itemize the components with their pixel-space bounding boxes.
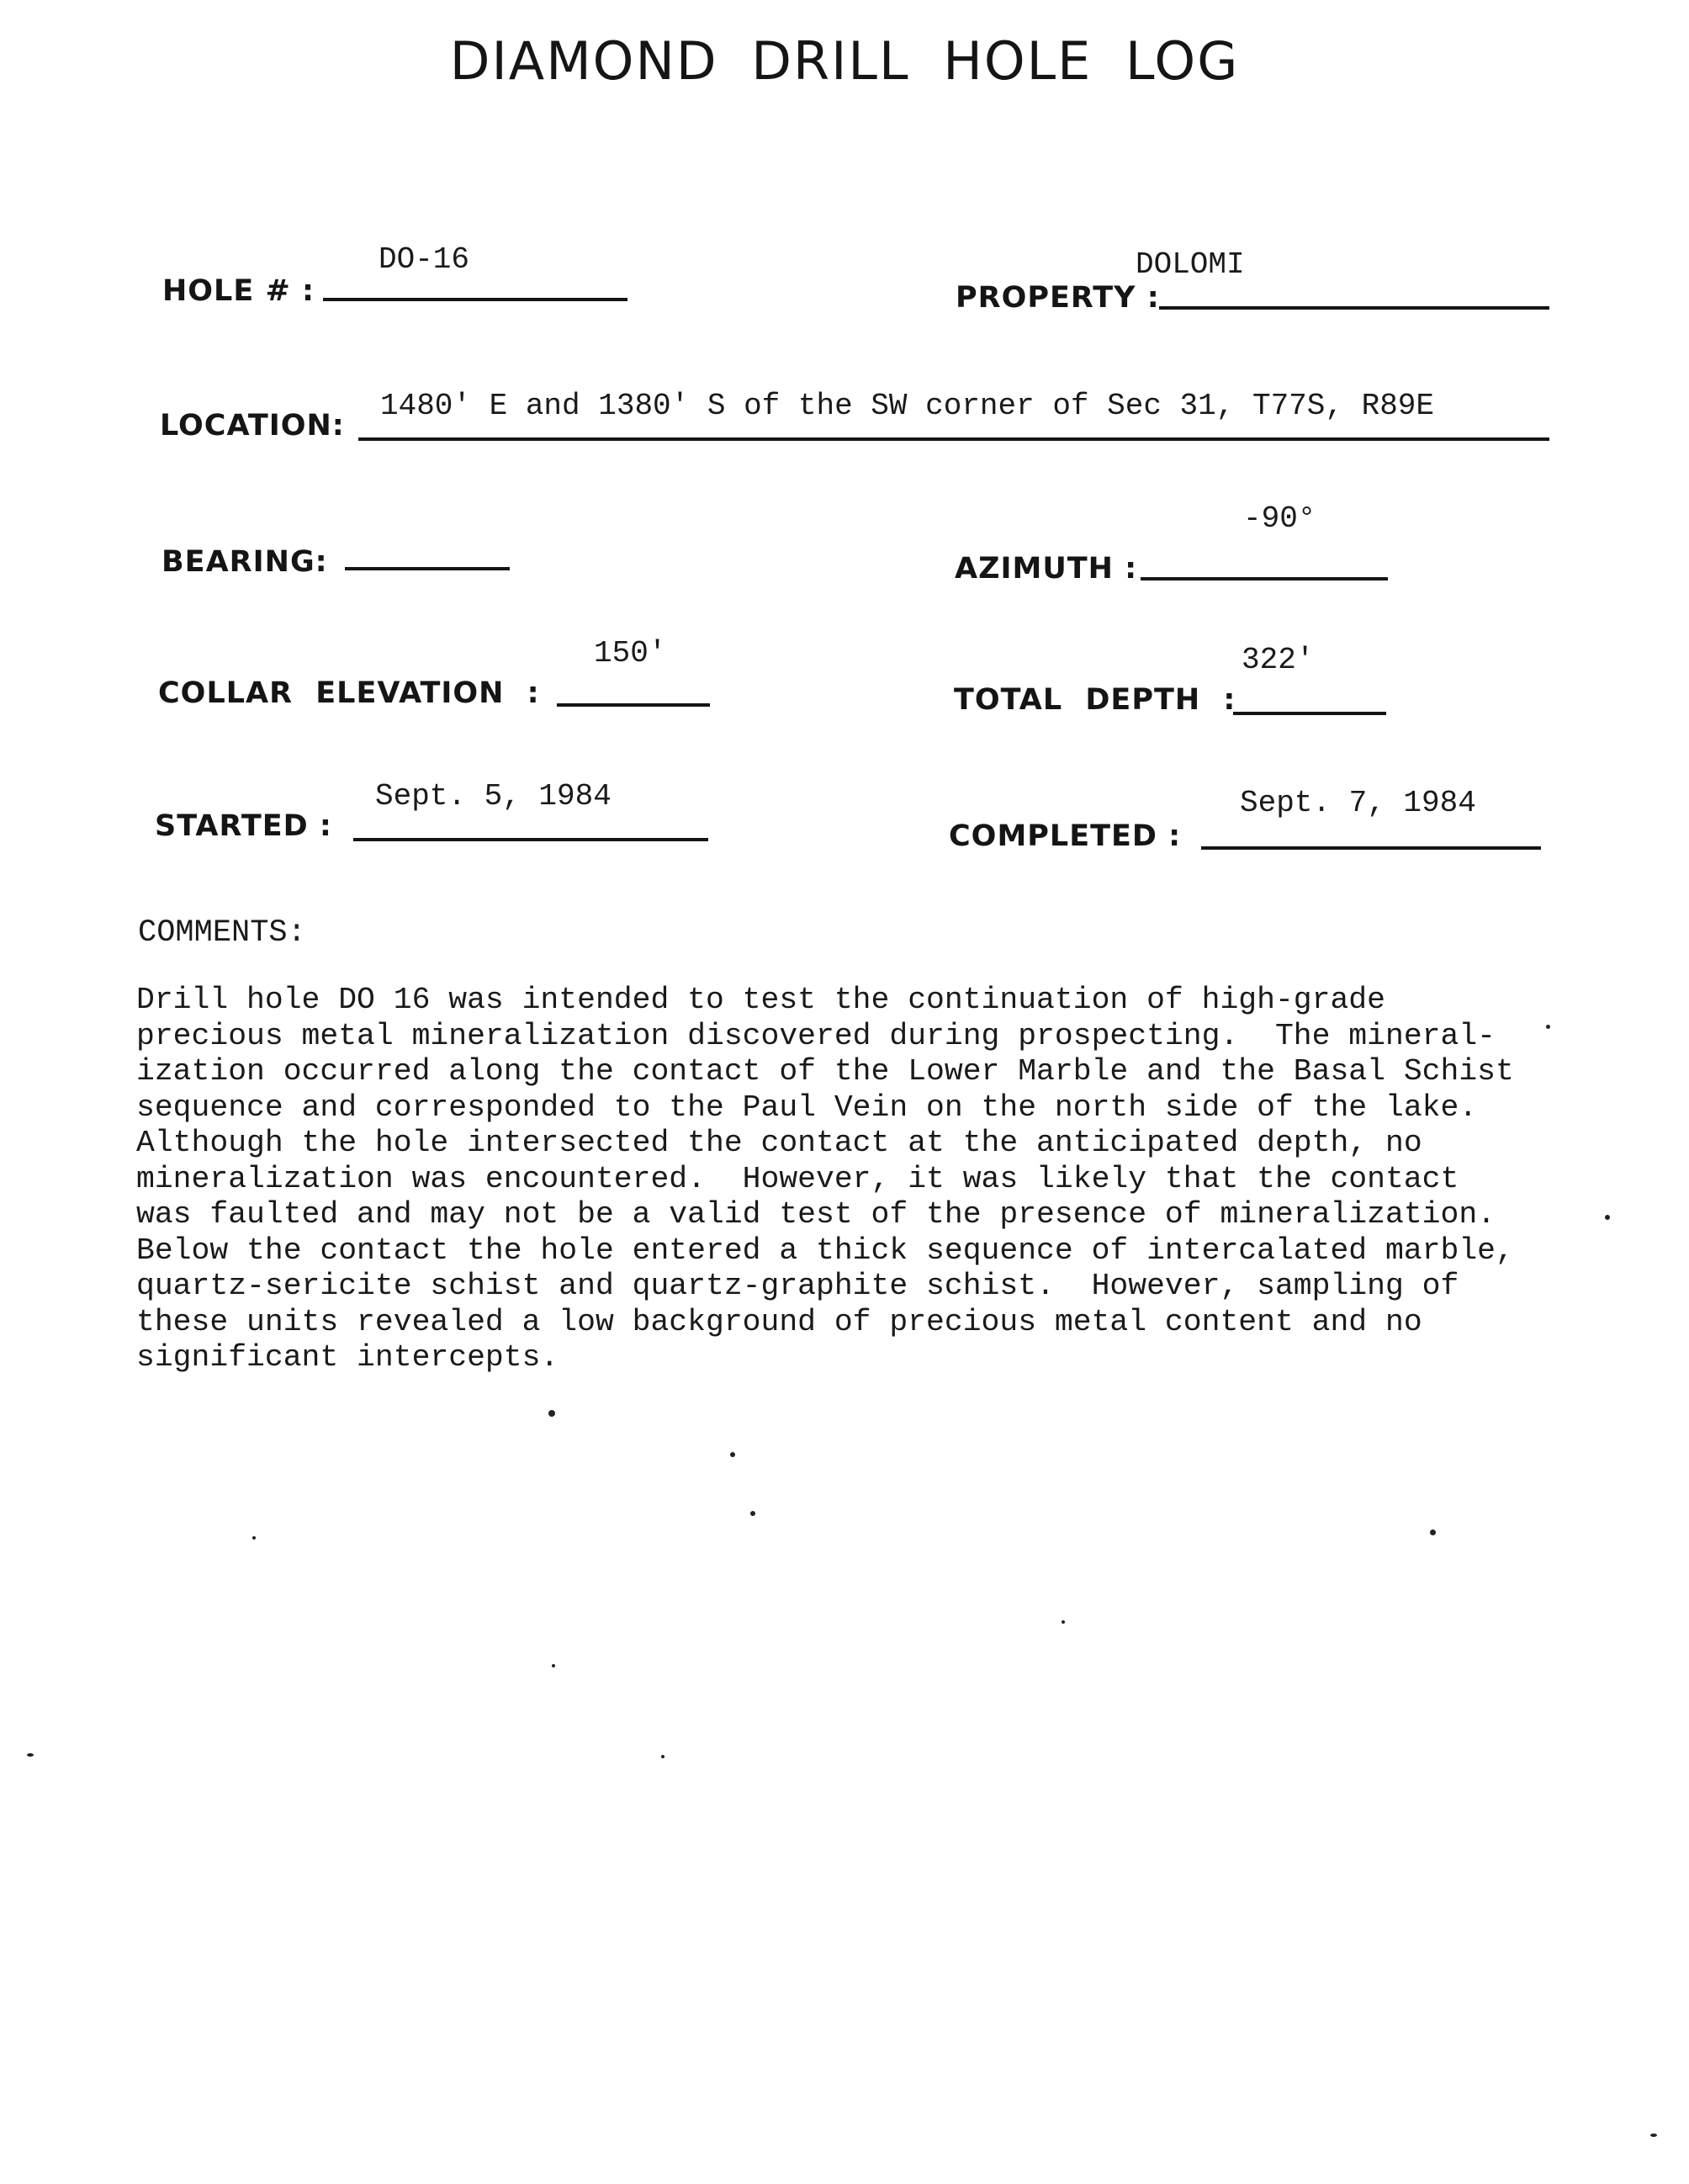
scan-speck — [27, 1753, 34, 1757]
comment-line: Drill hole DO 16 was intended to test the continuation of high-grade — [136, 983, 1385, 1017]
comments-label: COMMENTS: — [138, 915, 306, 951]
hole-underline — [323, 298, 627, 301]
scan-speck — [1650, 2134, 1657, 2137]
collar-elevation-value: 150' — [594, 636, 667, 671]
hole-value: DO-16 — [379, 242, 470, 277]
comment-line: ization occurred along the contact of the Lower Marble and the Basal Schist — [136, 1054, 1514, 1089]
collar-elevation-label: COLLAR ELEVATION : — [158, 676, 540, 710]
scan-speck — [730, 1452, 735, 1457]
completed-underline — [1201, 846, 1541, 850]
location-label: LOCATION: — [160, 409, 345, 443]
scan-speck — [1430, 1529, 1436, 1535]
property-label: PROPERTY : — [956, 281, 1160, 315]
completed-label: COMPLETED : — [949, 819, 1182, 853]
comment-line: Below the contact the hole entered a thick sequence of intercalated marble, — [136, 1232, 1514, 1268]
scan-speck — [661, 1755, 664, 1758]
azimuth-value: -90° — [1243, 501, 1316, 536]
total-depth-underline — [1233, 712, 1386, 715]
comment-line: these units revealed a low background of precious metal content and no — [136, 1304, 1422, 1339]
total-depth-value: 322' — [1242, 643, 1315, 677]
property-value: DOLOMI — [1136, 247, 1245, 282]
location-underline — [358, 437, 1549, 441]
scan-speck — [750, 1511, 755, 1516]
comment-line: quartz-sericite schist and quartz-graphite schist. However, sampling of — [136, 1269, 1459, 1303]
azimuth-underline — [1141, 577, 1388, 580]
scan-speck — [1546, 1025, 1550, 1029]
comment-line: was faulted and may not be a valid test of the presence of mineralization. — [136, 1197, 1496, 1232]
comments-body — [136, 983, 1514, 1376]
collar-elevation-underline — [557, 703, 710, 707]
property-underline — [1159, 306, 1549, 310]
started-value: Sept. 5, 1984 — [375, 779, 612, 814]
scan-speck — [252, 1536, 256, 1540]
comment-line: mineralization was encountered. However, it was likely that the contact — [136, 1161, 1459, 1196]
started-underline — [353, 838, 708, 841]
scan-speck — [552, 1664, 555, 1667]
page-title: DIAMOND DRILL HOLE LOG — [449, 30, 1240, 92]
scan-speck — [1605, 1215, 1610, 1220]
comment-line: sequence and corresponded to the Paul Vein on the north side of the lake. — [136, 1089, 1478, 1125]
started-label: STARTED : — [155, 809, 332, 843]
scan-speck — [548, 1410, 555, 1417]
bearing-underline — [345, 567, 510, 570]
comment-line: precious metal mineralization discovered during prospecting. The mineral- — [136, 1018, 1496, 1053]
azimuth-label: AZIMUTH : — [955, 552, 1138, 586]
completed-value: Sept. 7, 1984 — [1240, 786, 1476, 820]
comment-line: significant intercepts. — [136, 1340, 559, 1375]
location-value: 1480' E and 1380' S of the SW corner of Sec 31, T77S, R89E — [380, 389, 1435, 423]
comment-line: Although the hole intersected the contact at the anticipated depth, no — [136, 1126, 1422, 1160]
bearing-label: BEARING: — [161, 545, 328, 579]
scan-speck — [1062, 1620, 1065, 1624]
hole-label: HOLE # : — [162, 274, 315, 308]
total-depth-label: TOTAL DEPTH : — [954, 683, 1236, 717]
